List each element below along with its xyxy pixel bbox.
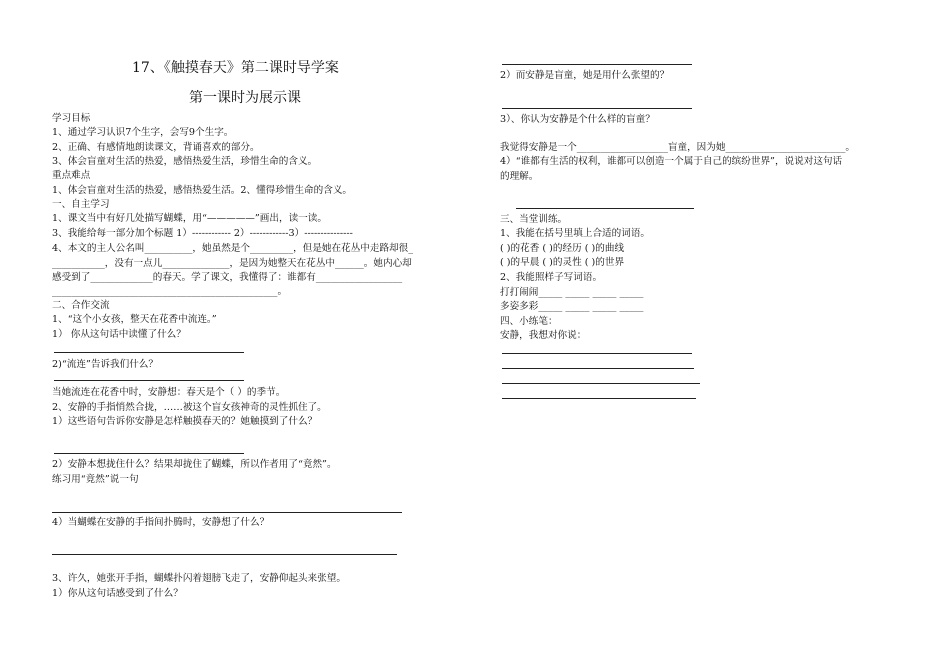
text-line: 1、体会盲童对生活的热爱，感悟热爱生活。2、懂得珍惜生命的含义。 <box>52 185 353 196</box>
text-line: 3、许久，她张开手指，蝴蝶扑闪着翅膀飞走了，安静仰起头来张望。 <box>52 573 346 584</box>
text-line: 一、自主学习 <box>52 199 110 210</box>
answer-line[interactable] <box>502 64 692 65</box>
text-line: 2、安静的手指悄然合拢，……被这个盲女孩神奇的灵性抓住了。 <box>52 402 327 413</box>
text-line: 重点难点 <box>52 170 91 181</box>
text-line: ___________，没有一点儿______________，是因为她整天在花丛中______。她内心却 <box>52 258 412 269</box>
section-heading: 四、小练笔： <box>500 316 558 327</box>
answer-line[interactable] <box>54 352 244 353</box>
answer-line[interactable] <box>54 380 244 381</box>
section-heading: 三、当堂训练。 <box>500 214 568 225</box>
worksheet-subtitle: 第一课时为展示课 <box>189 90 301 106</box>
text-line: 1、“这个小女孩，整天在花香中流连。” <box>52 314 217 325</box>
worksheet-title: 17、《触摸春天》第二课时导学案 <box>132 60 339 76</box>
text-line: 的理解。 <box>500 171 539 182</box>
text-line: 1、我能在括号里填上合适的词语。 <box>500 228 651 239</box>
text-line: 2、我能照样子写词语。 <box>500 272 603 283</box>
word-pattern-row: 打打闹闹_____ _____ _____ _____ <box>500 287 644 298</box>
answer-line[interactable] <box>52 512 402 513</box>
text-line: 1、课文当中有好几处描写蝴蝶，用“—————”画出，读一读。 <box>52 213 327 224</box>
text-line: 练习用“竟然”说一句 <box>52 474 139 485</box>
text-line: _______________________________________________。 <box>52 286 288 297</box>
text-line: 感受到了_____________的春天。学了课文，我懂得了：谁都有__________________ <box>52 272 403 283</box>
text-line: 3、体会盲童对生活的热爱，感悟热爱生活，珍惜生命的含义。 <box>52 156 318 167</box>
answer-line[interactable] <box>502 108 692 109</box>
text-line: 4）当蝴蝶在安静的手指间扑腾时，安静想了什么？ <box>52 517 270 528</box>
text-line: 4、本文的主人公名叫__________，她虽然是个_________，但是她在花丛中走路却很_ <box>52 243 414 254</box>
text-line: 1） 你从这句话中读懂了什么？ <box>52 329 186 340</box>
text-line: 学习目标 <box>52 113 91 124</box>
text-line: 1）你从这句话感受到了什么？ <box>52 588 183 599</box>
answer-line[interactable] <box>502 383 700 384</box>
text-line: 2)“流连”告诉我们什么？ <box>52 359 158 370</box>
text-line: 安静，我想对你说： <box>500 330 587 341</box>
text-line: 4）“谁都有生活的权利，谁都可以创造一个属于自己的缤纷世界”，说说对这句话 <box>500 156 843 167</box>
answer-line[interactable] <box>516 208 694 209</box>
text-line: 1、通过学习认识7个生字，会写9个生字。 <box>52 127 234 138</box>
text-line: 3）、你认为安静是个什么样的盲童？ <box>500 114 655 125</box>
text-line: 当她流连在花香中时，安静想：春天是个（ ）的季节。 <box>52 387 286 398</box>
text-line: 2）安静本想拢住什么？结果却拢住了蝴蝶，所以作者用了“竟然”。 <box>52 459 337 470</box>
answer-line[interactable] <box>54 453 244 454</box>
text-line: 2）而安静是盲童，她是用什么张望的？ <box>500 70 670 81</box>
answer-line[interactable] <box>502 353 692 354</box>
section-heading: 二、合作交流 <box>52 300 110 311</box>
fill-blank-row: ( )的早晨 ( )的灵性 ( )的世界 <box>500 257 625 268</box>
text-line: 2、正确、有感情地朗读课文，背诵喜欢的部分。 <box>52 142 260 153</box>
fill-blank-row: ( )的花香 ( )的经历 ( )的曲线 <box>500 243 625 254</box>
text-line: 1）这些语句告诉你安静是怎样触摸春天的？她触摸到了什么？ <box>52 416 318 427</box>
answer-line[interactable] <box>502 398 696 399</box>
word-pattern-row: 多姿多彩_____ _____ _____ _____ <box>500 301 644 312</box>
answer-line[interactable] <box>502 368 694 369</box>
text-line: 3、我能给每一部分加个标题 1）------------ 2）------------3）--------------- <box>52 228 353 239</box>
text-line: 我觉得安静是一个___________________盲童，因为她_________________________。 <box>500 142 855 153</box>
answer-line[interactable] <box>52 554 397 555</box>
